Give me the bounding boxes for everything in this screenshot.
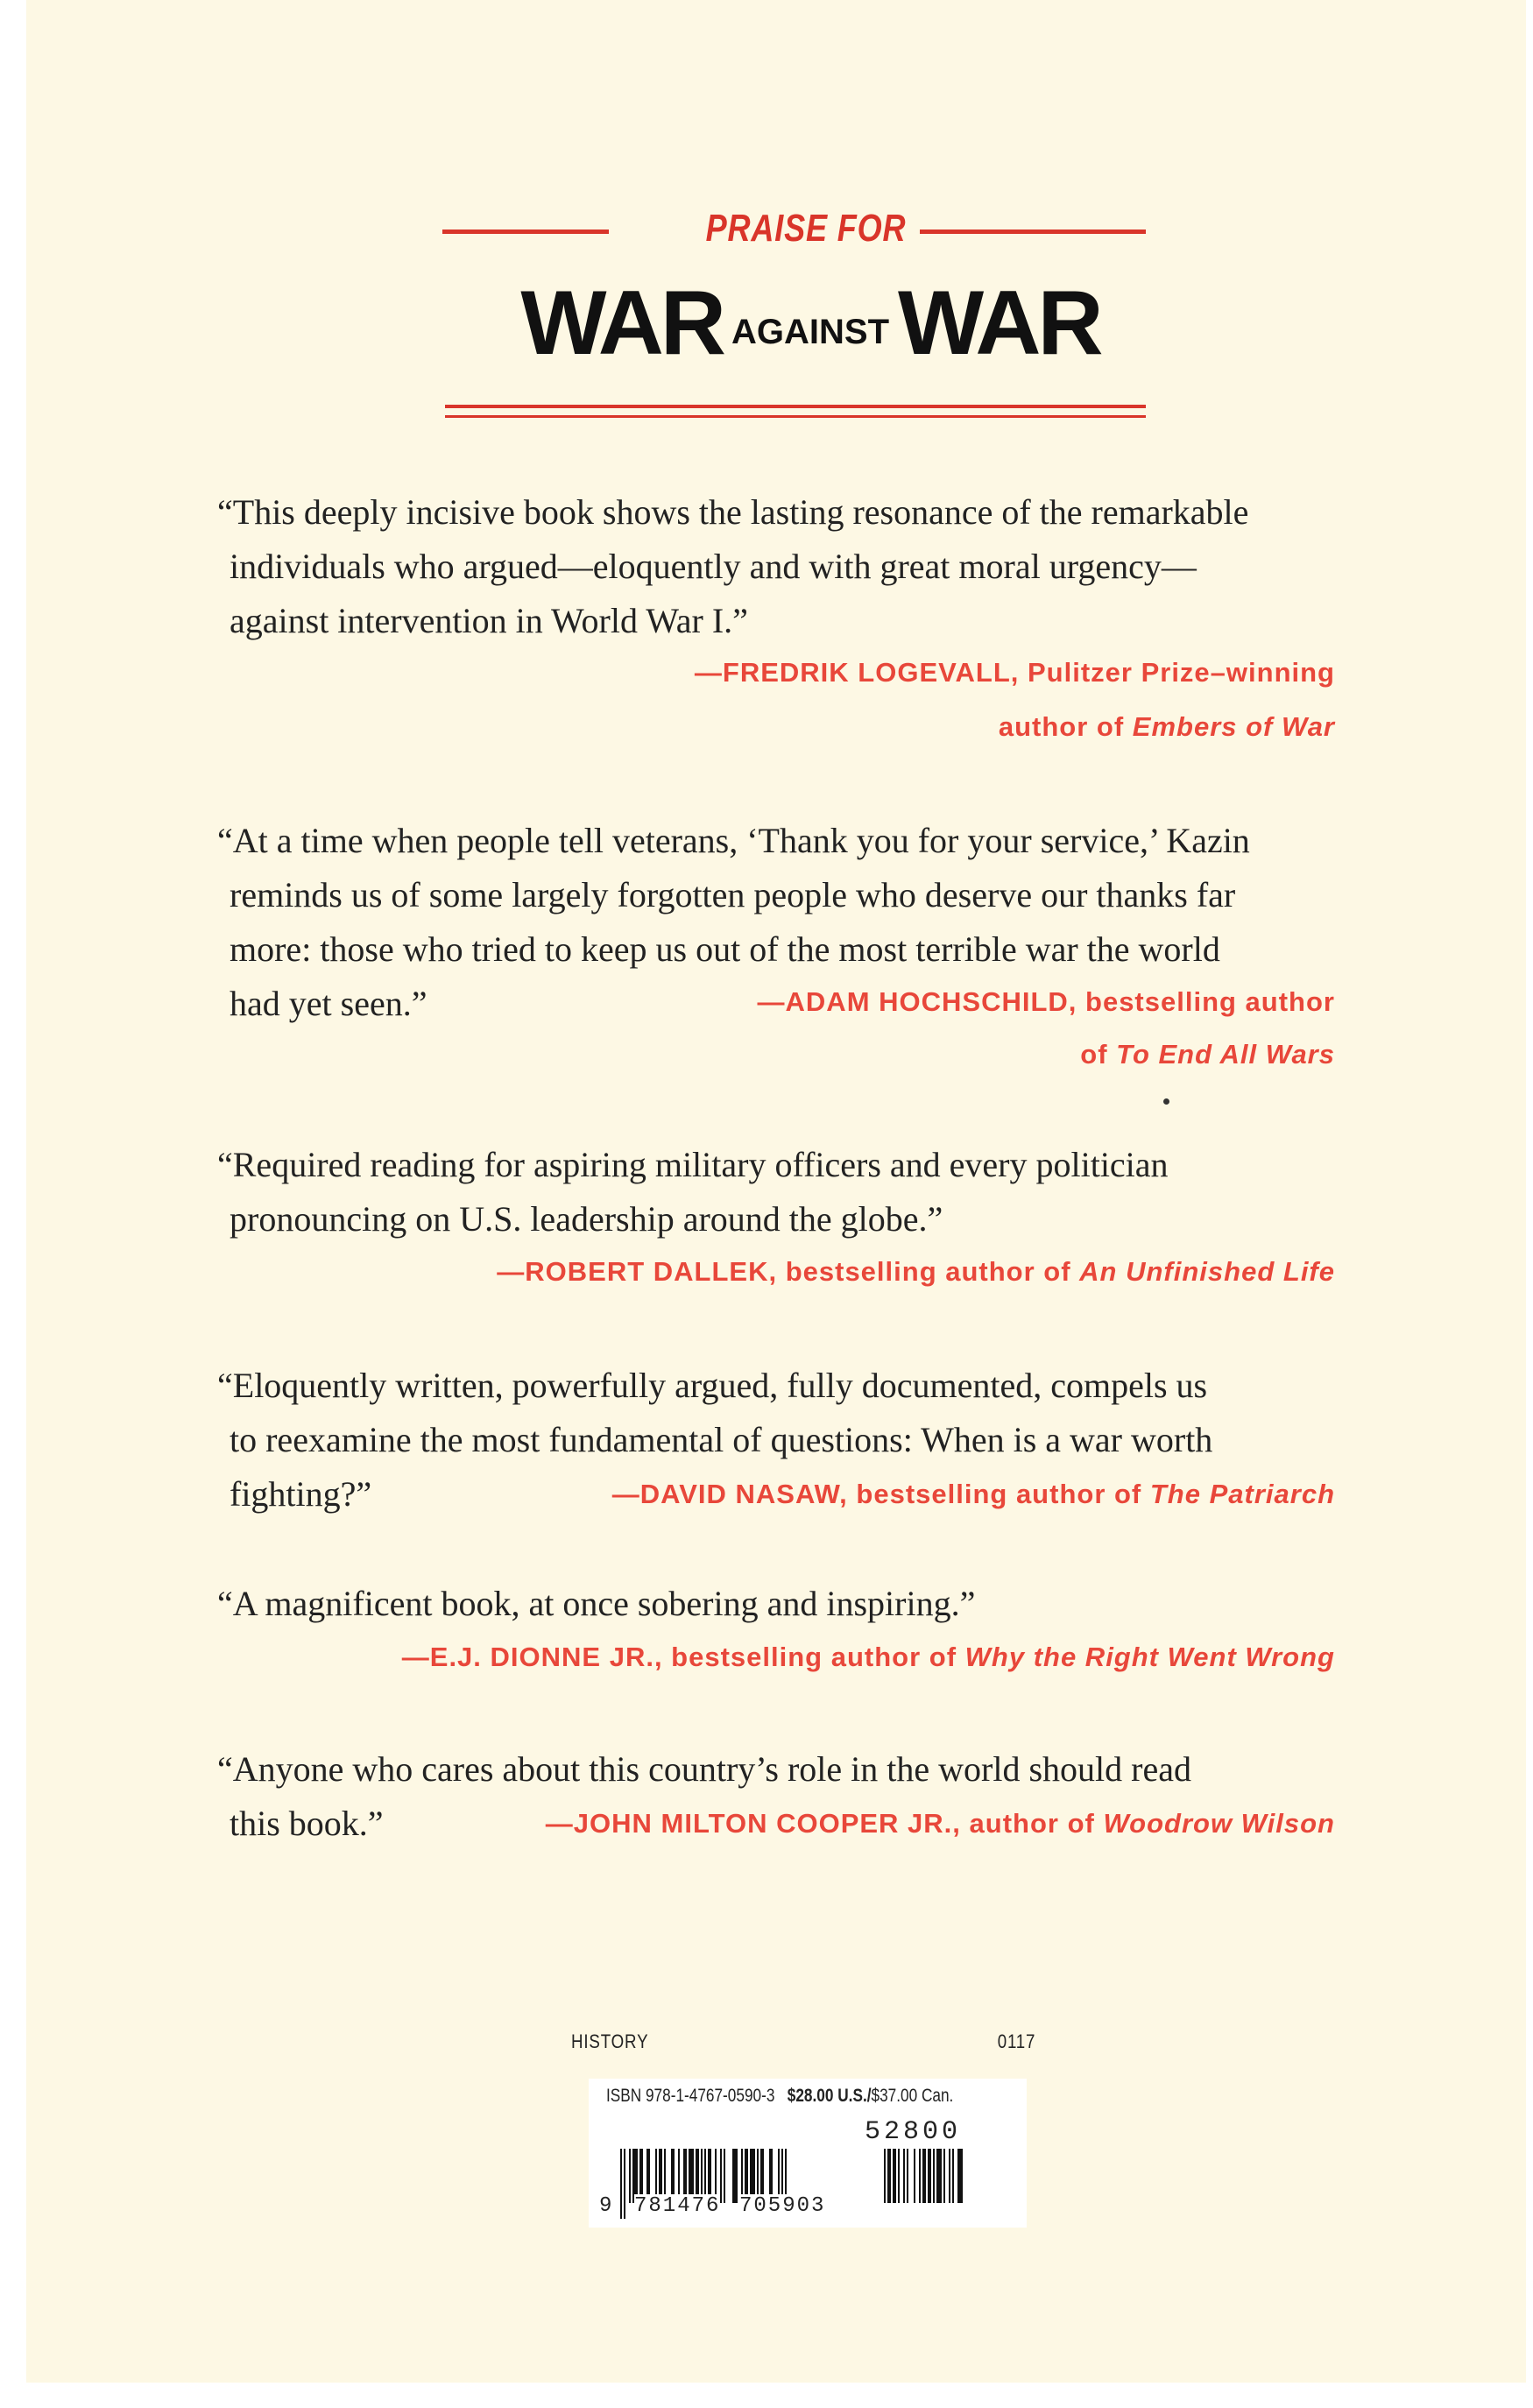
barcode-bar bbox=[898, 2149, 900, 2203]
header-rule-right bbox=[920, 230, 1146, 234]
quote-line: “Eloquently written, powerfully argued, fully documented, compels us bbox=[217, 1366, 1208, 1405]
barcode-supplement bbox=[884, 2149, 989, 2219]
attribution-work: The Patriarch bbox=[1149, 1479, 1335, 1509]
barcode-box bbox=[589, 2079, 1027, 2228]
attribution-4 bbox=[612, 1479, 1335, 1510]
barcode-bar bbox=[724, 2149, 725, 2203]
title-rule-bottom bbox=[445, 415, 1146, 418]
attribution-text: —ADAM HOCHSCHILD, bestselling author bbox=[757, 986, 1335, 1017]
attribution-1a bbox=[695, 657, 1335, 689]
attribution-1b bbox=[999, 711, 1335, 743]
attribution-5 bbox=[402, 1642, 1335, 1673]
quote-line: more: those who tried to keep us out of the most terrible war the world bbox=[230, 929, 1220, 969]
barcode-bar bbox=[933, 2149, 935, 2203]
isbn-number: ISBN 978-1-4767-0590-3 bbox=[606, 2086, 775, 2106]
attribution-3 bbox=[497, 1256, 1335, 1288]
attribution-work: To End All Wars bbox=[1116, 1039, 1335, 1070]
barcode-bar bbox=[957, 2149, 963, 2203]
attribution-text: —E.J. DIONNE JR., bestselling author of bbox=[401, 1642, 965, 1672]
barcode-bar bbox=[922, 2149, 926, 2203]
title-word-against: AGAINST bbox=[731, 313, 889, 351]
attribution-work: Embers of War bbox=[1132, 711, 1335, 742]
barcode-bar bbox=[936, 2149, 942, 2203]
attribution-text: —FREDRIK LOGEVALL, Pulitzer Prize–winning bbox=[694, 657, 1335, 688]
quote-line: “Anyone who cares about this country’s role in the world should read bbox=[217, 1749, 1191, 1789]
price-us: $28.00 U.S./ bbox=[787, 2086, 872, 2106]
barcode-bar bbox=[624, 2149, 625, 2219]
barcode-bar bbox=[952, 2149, 954, 2203]
quote-line: against intervention in World War I.” bbox=[230, 601, 748, 640]
barcode-bar bbox=[943, 2149, 945, 2203]
barcode-bar bbox=[903, 2149, 905, 2203]
attribution-2a bbox=[758, 986, 1335, 1018]
category-code: 0117 bbox=[997, 2030, 1035, 2052]
quote-line: to reexamine the most fundamental of questions: When is a war worth bbox=[230, 1420, 1213, 1459]
barcode-digits-group-1: 781476 bbox=[634, 2194, 720, 2221]
price-code: 52800 bbox=[865, 2117, 962, 2147]
category-label: HISTORY bbox=[571, 2030, 649, 2052]
quote-3 bbox=[217, 1138, 1169, 1246]
barcode-block bbox=[571, 2030, 1035, 2228]
attribution-work: An Unfinished Life bbox=[1079, 1256, 1335, 1287]
attribution-text: —ROBERT DALLEK, bestselling author of bbox=[497, 1256, 1080, 1287]
barcode-bar bbox=[620, 2149, 622, 2219]
quote-1 bbox=[217, 485, 1248, 648]
quote-line: individuals who argued—eloquently and with great moral urgency— bbox=[230, 547, 1197, 586]
quote-line: “Required reading for aspiring military officers and every politician bbox=[217, 1145, 1169, 1184]
attribution-text: —DAVID NASAW, bestselling author of bbox=[611, 1479, 1150, 1509]
barcode-digit-first: 9 bbox=[599, 2194, 613, 2221]
barcode-bar bbox=[928, 2149, 931, 2203]
attribution-text: author of bbox=[998, 711, 1133, 742]
book-back-cover bbox=[26, 0, 1526, 2383]
quote-line: “A magnificent book, at once sobering and inspiring.” bbox=[217, 1584, 976, 1623]
barcode-digits-group-2: 705903 bbox=[739, 2194, 825, 2221]
barcode-bar bbox=[732, 2149, 738, 2203]
quote-line: this book.” bbox=[230, 1804, 384, 1843]
quote-line: fighting?” bbox=[230, 1474, 372, 1514]
category-row bbox=[571, 2030, 1035, 2066]
price-can: $37.00 Can. bbox=[871, 2086, 954, 2106]
stray-dot bbox=[1163, 1098, 1169, 1105]
barcode-bar bbox=[887, 2149, 891, 2203]
attribution-6 bbox=[546, 1808, 1335, 1840]
book-title bbox=[464, 272, 1156, 377]
barcode-bar bbox=[884, 2149, 886, 2203]
barcode-bar bbox=[907, 2149, 908, 2203]
barcode-bar bbox=[949, 2149, 950, 2203]
barcode-bar bbox=[893, 2149, 896, 2203]
attribution-text: —JOHN MILTON COOPER JR., author of bbox=[545, 1808, 1104, 1839]
attribution-work: Why the Right Went Wrong bbox=[964, 1642, 1335, 1672]
attribution-2b bbox=[1080, 1039, 1335, 1070]
quote-line: reminds us of some largely forgotten people who deserve our thanks far bbox=[230, 875, 1236, 914]
attribution-text: of bbox=[1080, 1039, 1117, 1070]
barcode-bar bbox=[914, 2149, 915, 2203]
praise-for-label: PRAISE FOR bbox=[705, 207, 907, 250]
attribution-work: Woodrow Wilson bbox=[1103, 1808, 1335, 1839]
quote-line: “This deeply incisive book shows the lasting resonance of the remarkable bbox=[217, 492, 1249, 532]
quote-line: “At a time when people tell veterans, ‘Thank you for your service,’ Kazin bbox=[217, 821, 1250, 860]
quote-line: pronouncing on U.S. leadership around the globe.” bbox=[230, 1199, 943, 1239]
title-word-war-1: WAR bbox=[520, 272, 723, 374]
barcode-bar bbox=[919, 2149, 921, 2203]
isbn-price-line bbox=[606, 2086, 954, 2112]
title-rule-top bbox=[445, 405, 1146, 408]
barcode-bar bbox=[629, 2149, 631, 2203]
quote-5 bbox=[217, 1577, 975, 1631]
quote-line: had yet seen.” bbox=[230, 984, 427, 1023]
title-word-war-2: WAR bbox=[898, 272, 1100, 374]
header-rule-left bbox=[442, 230, 609, 234]
